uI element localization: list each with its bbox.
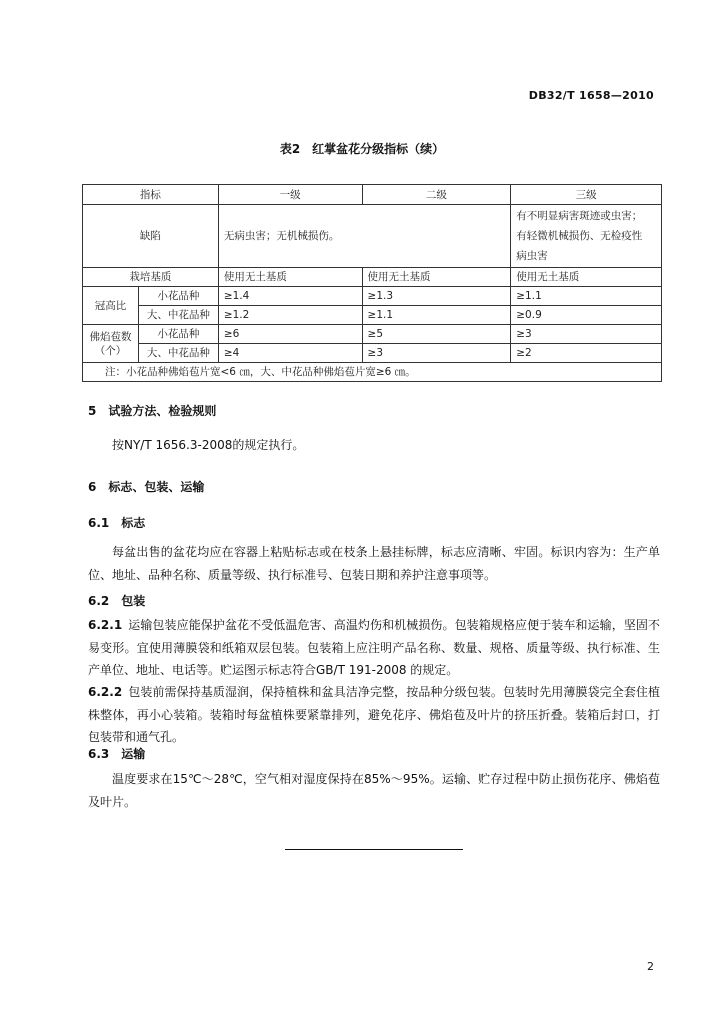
value-cell: ≥1.2 [218, 306, 362, 325]
clause-number: 6.2.1 [88, 618, 123, 632]
value-cell: ≥3 [362, 344, 511, 363]
section-5-body: 按NY/T 1656.3-2008的规定执行。 [112, 438, 305, 452]
col-header-grade2: 二级 [362, 185, 511, 205]
variety-cell: 大、中花品种 [138, 306, 218, 325]
section-6-3-body: 温度要求在15℃～28℃，空气相对湿度保持在85%～95%。运输、贮存过程中防止损伤花序、佛焰苞及叶片。 [88, 772, 660, 809]
value-cell: ≥1.1 [511, 287, 662, 306]
value-cell: ≥1.3 [362, 287, 511, 306]
spathe-count-label-line: （个） [94, 344, 127, 357]
defect-grade1-2: 无病虫害；无机械损伤。 [218, 205, 510, 268]
defect-row [83, 205, 662, 268]
table-title: 表2 红掌盆花分级指标（续） [279, 142, 445, 156]
defect-grade3-line: 有不明显病害斑迹或虫害； [516, 210, 643, 222]
section-6-1-heading: 6.1 标志 [88, 516, 146, 530]
defect-label: 缺陷 [83, 205, 219, 268]
end-rule [285, 849, 463, 850]
variety-cell: 小花品种 [138, 325, 218, 344]
value-cell: ≥1.1 [362, 306, 511, 325]
table-note-row [83, 363, 662, 382]
value-cell: ≥5 [362, 325, 511, 344]
spathe-count-label-line: 佛焰苞数 [89, 330, 132, 343]
standard-code: DB32/T 1658—2010 [528, 89, 654, 102]
substrate-grade1: 使用无土基质 [218, 268, 362, 287]
clause-number: 6.2.2 [88, 685, 123, 699]
crown-ratio-row [83, 287, 662, 306]
section-6-1-body: 每盆出售的盆花均应在容器上粘贴标志或在枝条上悬挂标牌，标志应清晰、牢固。标识内容为：生产单位、地址、品种名称、质量等级、执行标准号、包装日期和养护注意事项等。 [88, 545, 660, 582]
table-note: 注：小花品种佛焰苞片宽<6 ㎝，大、中花品种佛焰苞片宽≥6 ㎝。 [83, 363, 662, 382]
section-6-2-2 [88, 681, 660, 749]
value-cell: ≥2 [511, 344, 662, 363]
section-5-heading: 5 试验方法、检验规则 [88, 404, 217, 418]
section-6-2-1 [88, 614, 660, 682]
substrate-grade2: 使用无土基质 [362, 268, 511, 287]
value-cell: ≥6 [218, 325, 362, 344]
defect-grade3-line: 有轻微机械损伤、无检疫性 [516, 230, 643, 242]
value-cell: ≥0.9 [511, 306, 662, 325]
spathe-count-row [83, 344, 662, 363]
substrate-grade3: 使用无土基质 [511, 268, 662, 287]
substrate-label: 栽培基质 [83, 268, 219, 287]
value-cell: ≥4 [218, 344, 362, 363]
crown-ratio-label: 冠高比 [83, 287, 139, 325]
table-header-row [83, 185, 662, 205]
grading-table [82, 184, 662, 382]
crown-ratio-row [83, 306, 662, 325]
substrate-row [83, 268, 662, 287]
variety-cell: 大、中花品种 [138, 344, 218, 363]
value-cell: ≥1.4 [218, 287, 362, 306]
clause-text: 运输包装应能保护盆花不受低温危害、高温灼伤和机械损伤。包装箱规格应便于装车和运输，坚固不易变形。宜使用薄膜袋和纸箱双层包装。包装箱上应注明产品名称、数量、规格、质量等级、执行标准、生产单位、地址、电话等。贮运图示标志符合GB/T 191-2008 的规定。 [88, 618, 660, 677]
value-cell: ≥3 [511, 325, 662, 344]
col-header-grade1: 一级 [218, 185, 362, 205]
variety-cell: 小花品种 [138, 287, 218, 306]
clause-text: 包装前需保持基质湿润，保持植株和盆具洁净完整，按品种分级包装。包装时先用薄膜袋完全套住植株整体，再小心装箱。装箱时每盆植株要紧靠排列，避免花序、佛焰苞及叶片的挤压折叠。装箱后封口，打包装带和通气孔。 [88, 685, 660, 744]
section-6-heading: 6 标志、包装、运输 [88, 480, 205, 494]
defect-grade3 [511, 205, 662, 268]
spathe-count-row [83, 325, 662, 344]
section-6-3-heading: 6.3 运输 [88, 747, 146, 761]
spathe-count-label [83, 325, 139, 363]
col-header-indicator: 指标 [83, 185, 219, 205]
defect-grade3-line: 病虫害 [516, 250, 548, 262]
col-header-grade3: 三级 [511, 185, 662, 205]
section-6-2-heading: 6.2 包装 [88, 594, 146, 608]
page-number: 2 [647, 960, 654, 973]
